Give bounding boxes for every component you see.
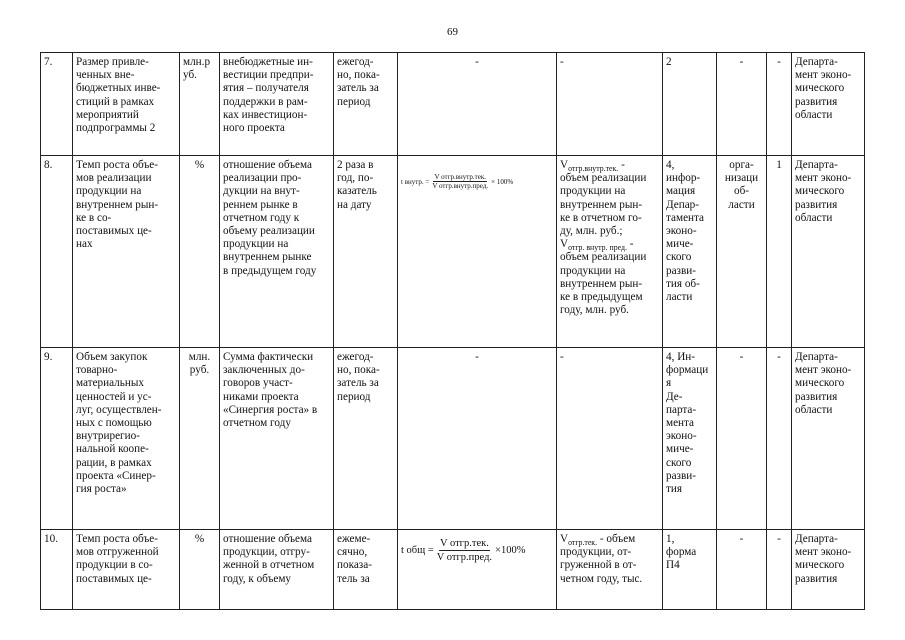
variable-definition: $V_{отгр. внутр. пред.}$ - объем реализации продукции на внутреннем рын- ке в предыдущем году, млн. руб. (560, 238, 647, 317)
unit: % (180, 530, 220, 610)
variables (557, 156, 663, 348)
data-source: 1, форма П4 (663, 530, 717, 610)
periodicity: ежеме- сячно, показа- тель за (334, 530, 398, 610)
indicator-name: Темп роста объе- мов отгруженной продукции в со- поставимых це- (73, 530, 180, 610)
growth-formula: t внутр. = $\frac{\text{V отгр.внутр.тек.}}{\text{V отгр.внутр.пред.}}$ × 100% (401, 173, 514, 190)
row-number: 9. (41, 348, 73, 530)
table-row (41, 530, 865, 610)
column-10: - (767, 53, 792, 156)
indicator-name: Объем закупок товарно- материальных ценностей и ус- луг, осуществлен- ных с помощью внутрирегио- нальной коопе- рации, в рамках проекта «Синер- гия роста» (73, 348, 180, 530)
indicator-name: Размер привле- ченных вне- бюджетных инве- стиций в рамках мероприятий подпрограммы 2 (73, 53, 180, 156)
periodicity: ежегод- но, пока- затель за период (334, 348, 398, 530)
column-10: - (767, 348, 792, 530)
formula-denominator: V отгр.внутр.пред. (432, 182, 489, 190)
data-source: 2 (663, 53, 717, 156)
variables: - (557, 53, 663, 156)
collector: - (717, 53, 767, 156)
growth-formula: t общ = $\frac{\text{V отгр.тек.}}{\text{V отгр.пред.}}$ ×100% (401, 538, 526, 563)
responsible: Департа- мент эконо- мического развития (792, 530, 865, 610)
data-source: 4, Ин- формация Де- парта- мента эконо- миче- ского разви- тия (663, 348, 717, 530)
unit: % (180, 156, 220, 348)
collector: орга- низаци об- ласти (717, 156, 767, 348)
variables: - (557, 348, 663, 530)
indicator-name: Темп роста объе- мов реализации продукции на внутреннем рын- ке в со- поставимых це- нах (73, 156, 180, 348)
formula: - (398, 348, 557, 530)
formula-numerator: V отгр.тек. (439, 538, 489, 549)
definition: внебюджетные ин- вестиции предпри- ятия – получателя поддержки в рам- ках инвестицион- ного проекта (220, 53, 334, 156)
page-number: 69 (447, 26, 458, 38)
definition: отношение объема реализации про- дукции на внут- реннем рынке в отчетном году к объему реализации продукции на внутреннем рынке в предыдущем году (220, 156, 334, 348)
formula (398, 530, 557, 610)
periodicity: ежегод- но, пока- затель за период (334, 53, 398, 156)
column-10: - (767, 530, 792, 610)
data-source: 4, инфор- мация Депар- тамента эконо- миче- ского разви- тия об- ласти (663, 156, 717, 348)
row-number: 7. (41, 53, 73, 156)
indicators-table (40, 52, 865, 610)
formula-numerator: V отгр.внутр.тек. (434, 173, 486, 181)
unit: млн. руб. (180, 348, 220, 530)
column-10: 1 (767, 156, 792, 348)
definition: Сумма фактически заключенных до- говоров участ- никами проекта «Синергия роста» в отчетном году (220, 348, 334, 530)
table-row (41, 53, 865, 156)
formula-denominator: V отгр.пред. (436, 552, 493, 563)
collector: - (717, 530, 767, 610)
table-row (41, 156, 865, 348)
responsible: Департа- мент эконо- мического развития области (792, 348, 865, 530)
unit: млн.р уб. (180, 53, 220, 156)
formula: - (398, 53, 557, 156)
responsible: Департа- мент эконо- мического развития области (792, 156, 865, 348)
formula (398, 156, 557, 348)
row-number: 8. (41, 156, 73, 348)
table-row (41, 348, 865, 530)
responsible: Департа- мент эконо- мического развития области (792, 53, 865, 156)
variable-definition: $V_{отгр.внутр.тек.}$ - объем реализации продукции на внутреннем рын- ке в отчетном го- ду, млн. руб.; (560, 159, 647, 238)
row-number: 10. (41, 530, 73, 610)
definition: отношение объема продукции, отгру- женной в отчетном году, к объему (220, 530, 334, 610)
variables (557, 530, 663, 610)
variable-definition: $V_{отгр.тек.}$ - объем продукции, от- груженной в от- четном году, тыс. (560, 533, 643, 585)
periodicity: 2 раза в год, по- казатель на дату (334, 156, 398, 348)
collector: - (717, 348, 767, 530)
